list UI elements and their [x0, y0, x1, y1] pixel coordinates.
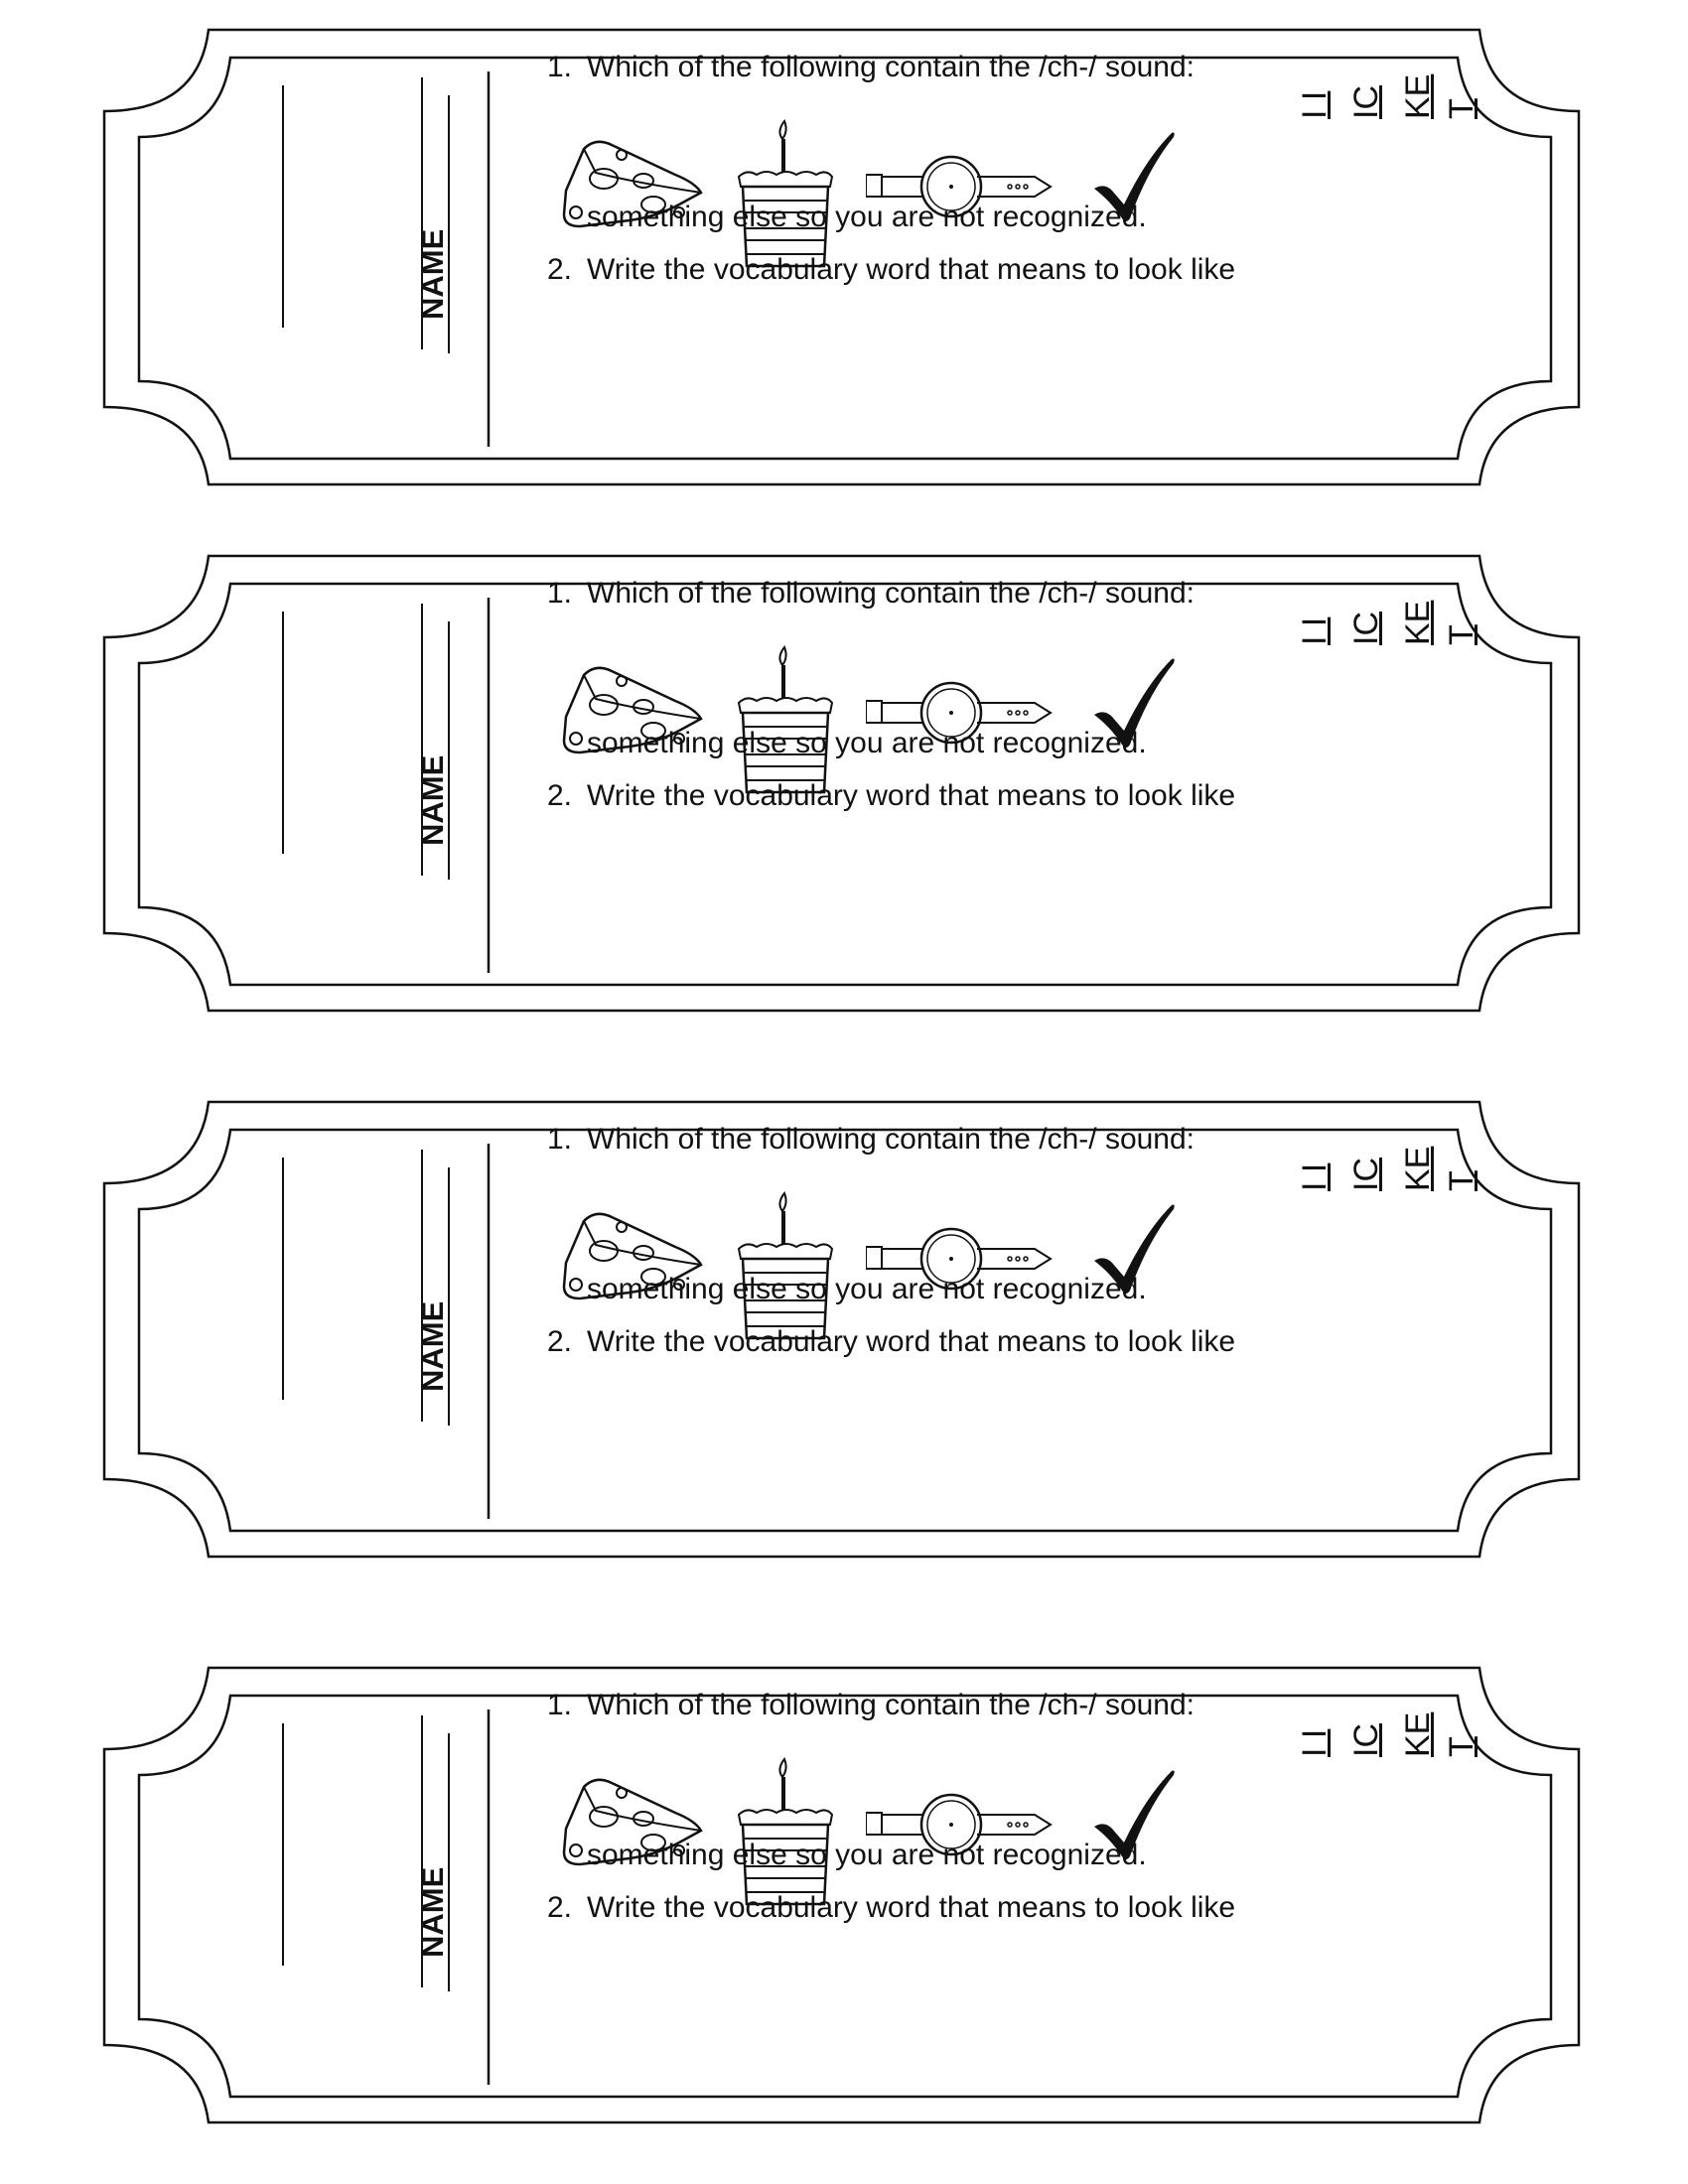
ticket-4	[0, 1638, 1688, 2105]
side-word-part: I I	[1296, 1162, 1334, 1191]
side-word-part: I I	[1296, 616, 1334, 645]
question-1-continuation: something else so you are not recognized.	[587, 1273, 1147, 1305]
question-2: 2. Write the vocabulary word that means to look like	[547, 779, 1236, 812]
birthday-cake-icon	[737, 643, 836, 797]
ticket-2	[0, 526, 1688, 993]
question-2: 2. Write the vocabulary word that means to look like	[547, 1325, 1236, 1358]
question-1-continuation: something else so you are not recognized.	[587, 727, 1147, 759]
side-word-part: KE	[1399, 1146, 1437, 1191]
name-label: NAME	[415, 228, 450, 320]
side-word-part: IC	[1347, 1723, 1385, 1757]
side-word-part: KE	[1399, 600, 1437, 645]
side-word-part: T	[1443, 98, 1480, 119]
ticket-3	[0, 1072, 1688, 1539]
side-word-part: KE	[1399, 1711, 1437, 1757]
question-1: 1. Which of the following contain the /ch-/ sound:	[547, 577, 1196, 610]
side-word-part: IC	[1347, 612, 1385, 645]
side-word-part: KE	[1399, 73, 1437, 119]
name-label: NAME	[415, 754, 450, 846]
question-1-continuation: something else so you are not recognized.	[587, 1839, 1147, 1871]
question-2: 2. Write the vocabulary word that means to look like	[547, 1891, 1236, 1924]
birthday-cake-icon	[737, 1755, 836, 1909]
ticket-1	[0, 0, 1688, 467]
side-word-part: IC	[1347, 85, 1385, 119]
side-word-part: T	[1443, 1736, 1480, 1757]
side-word-part: T	[1443, 624, 1480, 645]
birthday-cake-icon	[737, 1189, 836, 1343]
name-label: NAME	[415, 1300, 450, 1392]
side-word-part: I I	[1296, 90, 1334, 119]
side-word-part: I I	[1296, 1728, 1334, 1757]
question-1: 1. Which of the following contain the /ch-/ sound:	[547, 1123, 1196, 1156]
question-1-continuation: something else so you are not recognized.	[587, 201, 1147, 233]
question-2: 2. Write the vocabulary word that means to look like	[547, 253, 1236, 286]
birthday-cake-icon	[737, 117, 836, 271]
side-word-part: IC	[1347, 1158, 1385, 1191]
name-label: NAME	[415, 1866, 450, 1958]
question-1: 1. Which of the following contain the /ch-/ sound:	[547, 51, 1196, 83]
question-1: 1. Which of the following contain the /ch-/ sound:	[547, 1689, 1196, 1721]
side-word-part: T	[1443, 1170, 1480, 1191]
